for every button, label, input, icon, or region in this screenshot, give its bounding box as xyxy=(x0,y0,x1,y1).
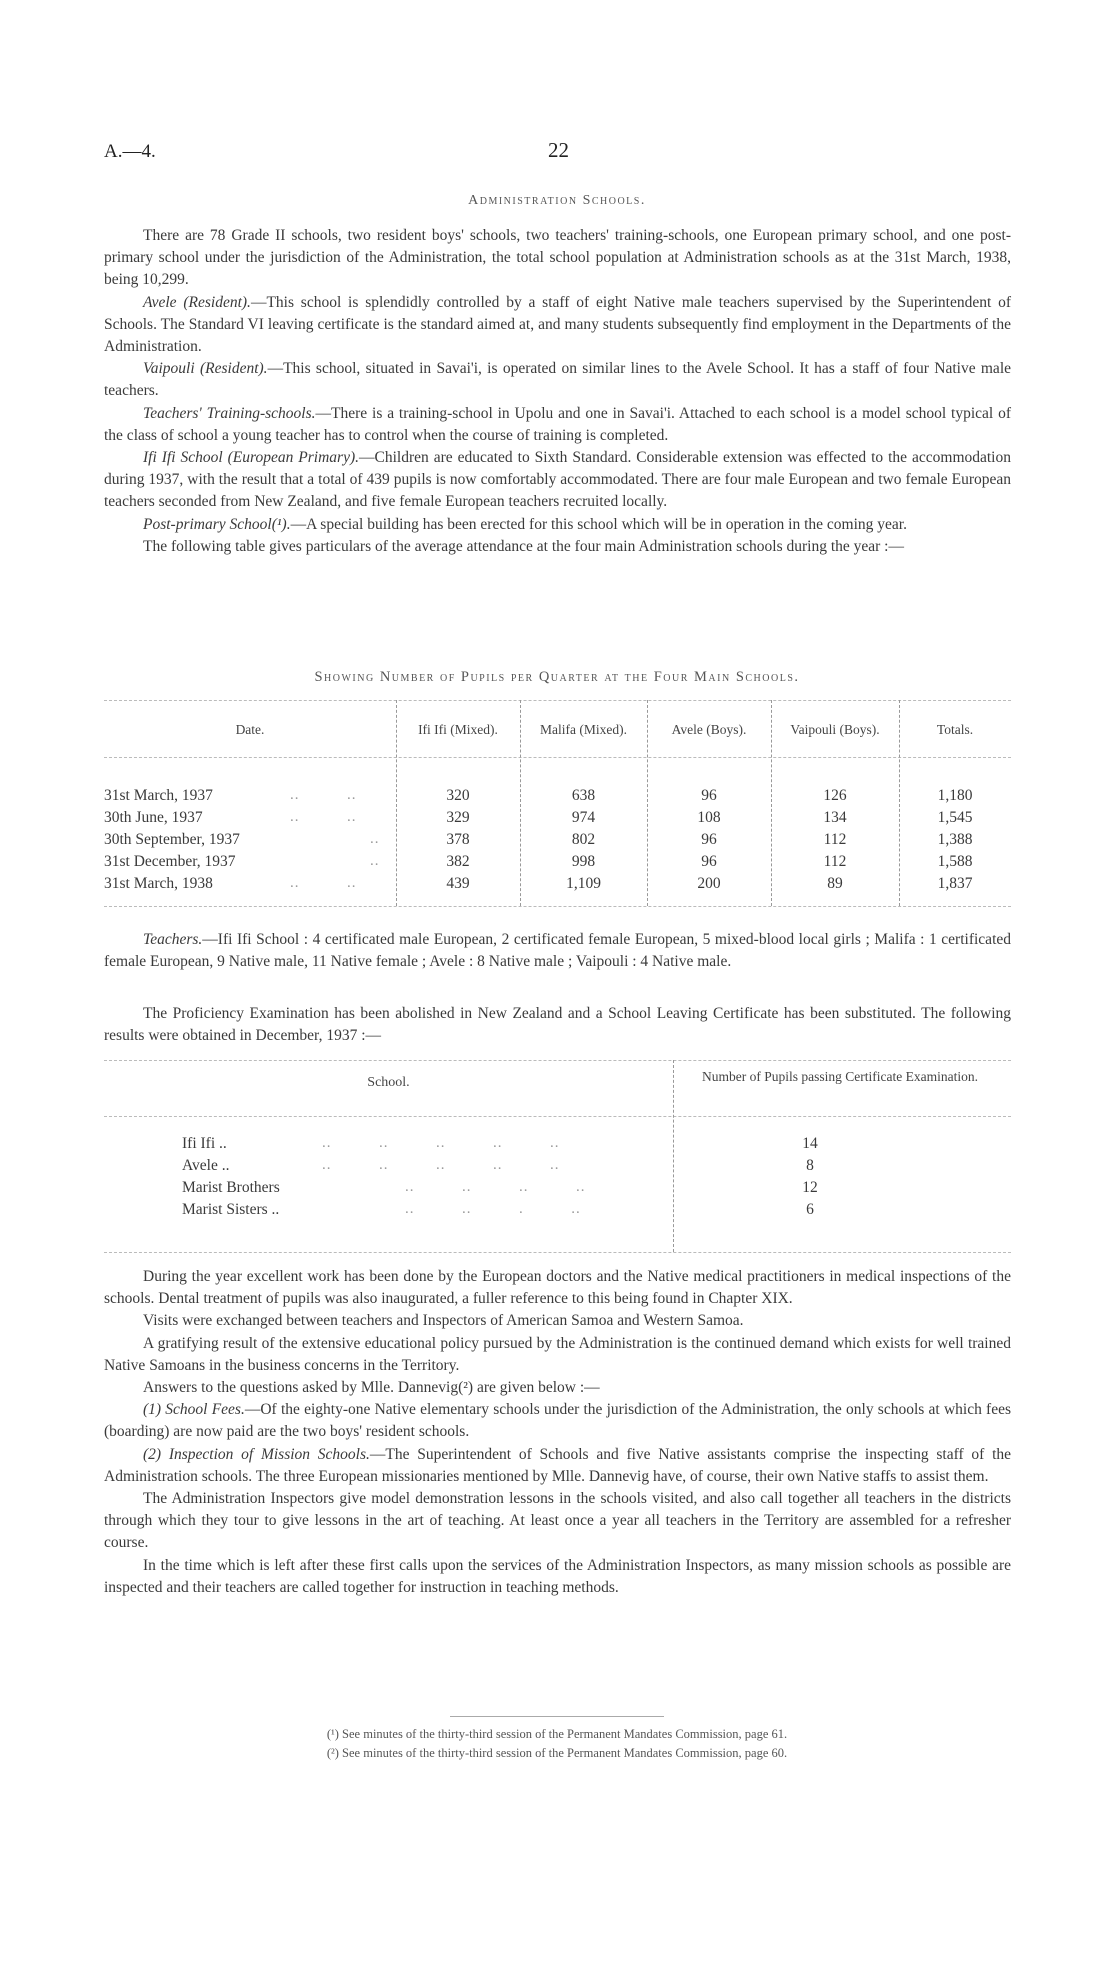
cell-vaipouli: 112 xyxy=(823,831,847,848)
table-rule xyxy=(104,1252,1011,1253)
leader-dots: .. .. xyxy=(290,875,357,891)
cell-malifa: 638 xyxy=(571,787,596,804)
leader-dots: .. .. . .. xyxy=(405,1201,581,1217)
column-header-ifi-ifi: Ifi Ifi (Mixed). xyxy=(418,722,498,737)
cell-malifa: 1,109 xyxy=(566,875,601,892)
leader-dots: .. .. .. .. .. xyxy=(322,1135,560,1151)
row-school: Avele .. xyxy=(182,1157,230,1174)
later-paragraphs xyxy=(104,1266,1011,1599)
cell-total: 1,180 xyxy=(937,787,973,804)
footnote: (²) See minutes of the thirty-third session of the Permanent Mandates Commission, page 60. xyxy=(326,1746,788,1760)
paragraph: There are 78 Grade II schools, two resident boys' schools, two teachers' training-schools, one European primary school, and one post-primary school under the jurisdiction of the Administration, the total school population at Administration schools as at the 31st March, 1938, being 10,299. xyxy=(104,227,1011,289)
leader-dots: .. xyxy=(370,831,380,847)
leader-dots: .. .. xyxy=(290,787,357,803)
cell-malifa: 802 xyxy=(571,831,596,848)
cell-vaipouli: 89 xyxy=(827,875,843,892)
page-number: 22 xyxy=(548,138,569,162)
paragraph: Ifi Ifi School (European Primary).—Children are educated to Sixth Standard. Considerable extension was effected to the accommodation during 1937, with the result that a total of 439 pupils is now comfortably accommodated. There are four male European and two female European teachers seconded from New Zealand, and five female European teachers recruited locally. xyxy=(104,449,1011,511)
cell-avele: 200 xyxy=(697,875,721,892)
cell-malifa: 998 xyxy=(571,853,596,870)
cell-avele: 96 xyxy=(701,787,717,804)
column-header-school: School. xyxy=(367,1075,410,1090)
proficiency-paragraph: The Proficiency Examination has been abolished in New Zealand and a School Leaving Certificate has been substituted. The following results were obtained in December, 1937 :— xyxy=(104,1005,1011,1045)
cell-ifi-ifi: 329 xyxy=(446,809,470,826)
table-caption: Showing Number of Pupils per Quarter at the Four Main Schools. xyxy=(314,669,800,685)
cell-count: 6 xyxy=(806,1201,814,1218)
cell-vaipouli: 134 xyxy=(823,809,847,826)
cell-malifa: 974 xyxy=(571,809,596,826)
cell-count: 8 xyxy=(806,1157,814,1174)
column-header-avele: Avele (Boys). xyxy=(671,722,747,737)
table-rule xyxy=(104,757,1011,758)
cell-total: 1,545 xyxy=(937,809,973,826)
leader-dots: .. xyxy=(370,853,380,869)
row-date: 30th June, 1937 xyxy=(104,809,203,826)
row-date: 31st March, 1938 xyxy=(104,875,213,892)
column-header-number-passing: Number of Pupils passing Certificate Examination. xyxy=(702,1069,978,1084)
paragraph: In the time which is left after these first calls upon the services of the Administration Inspectors, as many mission schools as possible are inspected and their teachers are called together for instruction in teaching methods. xyxy=(104,1556,1011,1596)
row-school: Marist Brothers xyxy=(182,1179,280,1196)
row-school: Ifi Ifi .. xyxy=(182,1135,227,1152)
column-header-date: Date. xyxy=(235,722,265,737)
column-divider xyxy=(673,1060,674,1252)
cell-ifi-ifi: 382 xyxy=(446,853,470,870)
teachers-paragraph: Teachers.—Ifi Ifi School : 4 certificated male European, 2 certificated female European, 5 mixed-blood local girls ; Malifa : 1 certificated female European, 9 Native male, 11 Native female ; Avele : 8 Native male ; Vaipouli : 4 Native male. xyxy=(104,931,1011,971)
paragraph: Vaipouli (Resident).—This school, situated in Savai'i, is operated on similar lines to the Avele School. It has a staff of four Native male teachers. xyxy=(104,360,1012,400)
paragraph: Post-primary School(¹).—A special building has been erected for this school which will be in operation in the coming year. xyxy=(143,515,907,533)
cell-avele: 108 xyxy=(697,809,721,826)
row-date: 30th September, 1937 xyxy=(104,831,240,848)
paragraph: The following table gives particulars of the average attendance at the four main Administration schools during the year :— xyxy=(143,537,904,555)
intro-paragraphs xyxy=(104,225,1011,558)
table-rule xyxy=(104,1116,1011,1117)
cell-ifi-ifi: 439 xyxy=(446,875,470,892)
cell-avele: 96 xyxy=(701,831,717,848)
footnote: (¹) See minutes of the thirty-third session of the Permanent Mandates Commission, page 61. xyxy=(326,1727,788,1741)
cell-total: 1,588 xyxy=(937,853,973,870)
column-header-totals: Totals. xyxy=(936,722,974,737)
table-rule xyxy=(104,1060,1011,1061)
paragraph: During the year excellent work has been done by the European doctors and the Native medical practitioners in medical inspections of the schools. Dental treatment of pupils was also inaugurated, a fuller reference to this being found in Chapter XIX. xyxy=(104,1268,1011,1308)
row-date: 31st December, 1937 xyxy=(104,853,236,870)
column-header-malifa: Malifa (Mixed). xyxy=(540,722,627,737)
row-date: 31st March, 1937 xyxy=(104,787,213,804)
column-header-vaipouli: Vaipouli (Boys). xyxy=(790,722,880,737)
row-school: Marist Sisters .. xyxy=(182,1201,280,1218)
paragraph: Avele (Resident).—This school is splendidly controlled by a staff of eight Native male teachers supervised by the Superintendent of Schools. The Standard VI leaving certificate is the standard aimed at, and many students subsequently find employment in the Departments of the Administration. xyxy=(104,293,1011,356)
paragraph: A gratifying result of the extensive educational policy pursued by the Administration is the continued demand which exists for well trained Native Samoans in the business concerns in the Territory. xyxy=(104,1334,1011,1374)
document-reference: A.—4. xyxy=(104,141,156,162)
cell-count: 12 xyxy=(802,1179,818,1196)
paragraph: The Administration Inspectors give model demonstration lessons in the schools visited, and also call together all teachers in the districts through which they tour to give lessons in the art of teaching. At least once a year all teachers in the Territory are assembled for a refresher course. xyxy=(104,1490,1011,1552)
paragraph: Answers to the questions asked by Mlle. Dannevig(²) are given below :— xyxy=(143,1379,600,1397)
cell-total: 1,837 xyxy=(937,875,973,892)
paragraph: (1) School Fees.—Of the eighty-one Native elementary schools under the jurisdiction of the Administration, the only schools at which fees (boarding) are now paid are the two boys' resident schools. xyxy=(104,1401,1011,1441)
paragraph: Teachers' Training-schools.—There is a training-school in Upolu and one in Savai'i. Attached to each school is a model school typical of the class of school a young teacher has to control when the course of training is completed. xyxy=(104,404,1011,444)
paragraph: Visits were exchanged between teachers and Inspectors of American Samoa and Western Samoa. xyxy=(143,1312,744,1330)
paragraph: (2) Inspection of Mission Schools.—The Superintendent of Schools and five Native assistants comprise the inspecting staff of the Administration schools. The three European missionaries mentioned by Mlle. Dannevig have, of course, their own Native staffs to assist them. xyxy=(104,1445,1011,1485)
leader-dots: .. .. .. .. xyxy=(405,1179,586,1195)
table-rule xyxy=(104,906,1011,907)
leader-dots: .. .. .. .. .. xyxy=(322,1157,560,1173)
cell-total: 1,388 xyxy=(937,831,973,848)
cell-ifi-ifi: 320 xyxy=(446,787,470,804)
cell-vaipouli: 112 xyxy=(823,853,847,870)
cell-vaipouli: 126 xyxy=(823,787,847,804)
cell-avele: 96 xyxy=(701,853,717,870)
section-title: Administration Schools. xyxy=(468,193,646,208)
footnote-rule xyxy=(450,1716,664,1717)
cell-ifi-ifi: 378 xyxy=(446,831,470,848)
table-rule xyxy=(104,700,1011,701)
leader-dots: .. .. xyxy=(290,809,357,825)
cell-count: 14 xyxy=(802,1135,818,1152)
